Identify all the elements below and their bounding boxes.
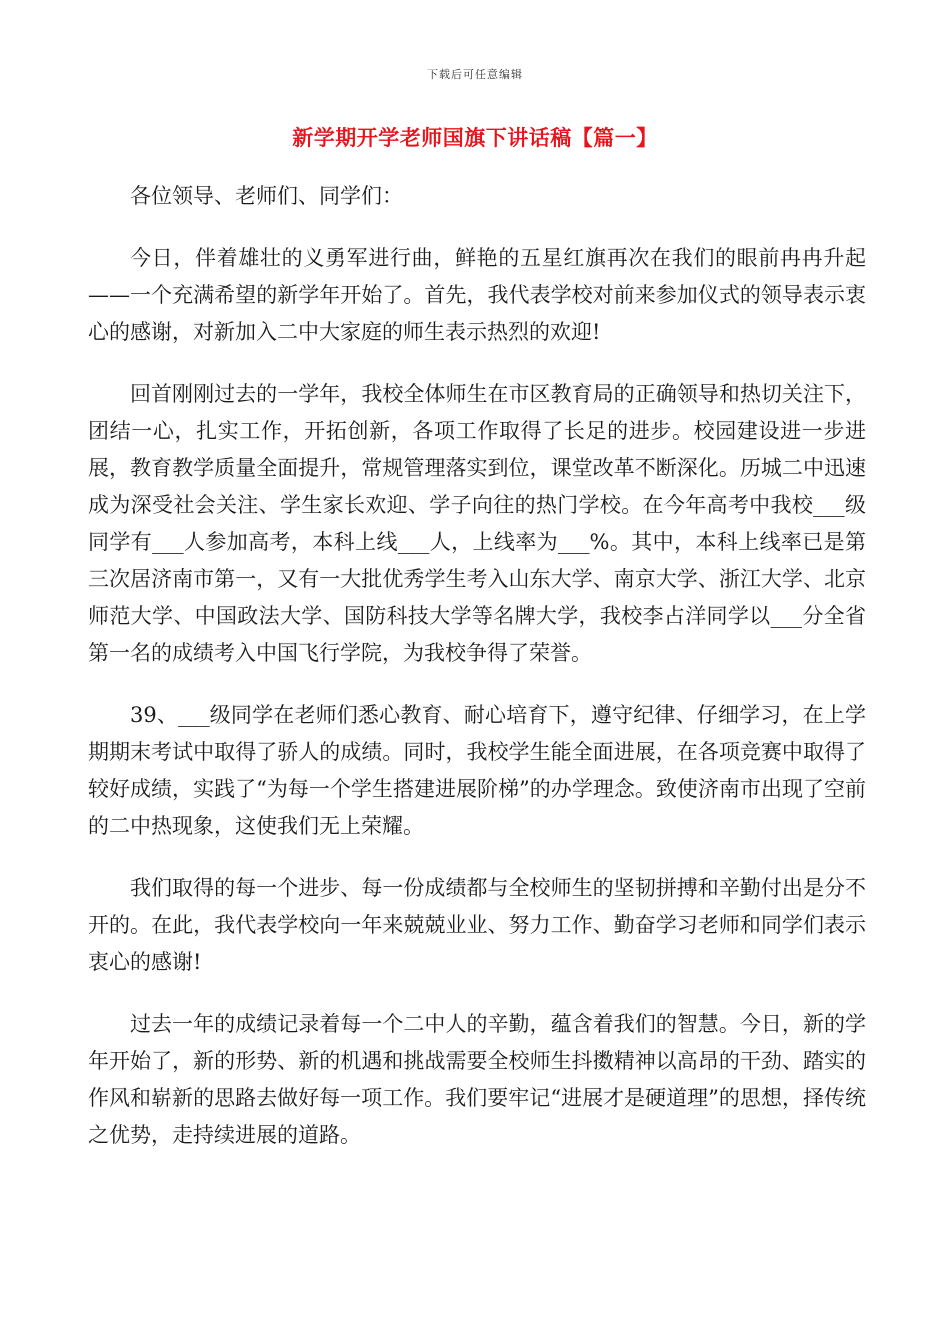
salutation: 各位领导、老师们、同学们：: [130, 184, 403, 208]
document-body: [88, 178, 866, 1179]
header-note: 下载后可任意编辑: [427, 68, 523, 81]
paragraph-4: 我们取得的每一个进步、每一份成绩都与全校师生的坚韧拼搏和辛勤付出是分不开的。在此，我代表学校向一年来兢兢业业、努力工作、勤奋学习老师和同学们表示衷心的感谢!: [88, 876, 866, 974]
paragraph-3: 39、___级同学在老师们悉心教育、耐心培育下，遵守纪律、仔细学习，在上学期期末考试中取得了骄人的成绩。同时，我校学生能全面进展，在各项竞赛中取得了较好成绩，实践了“为每一个学生搭建进展阶梯”的办学理念。致使济南市出现了空前的二中热现象，这使我们无上荣耀。: [88, 703, 866, 838]
document-title: 新学期开学老师国旗下讲话稿【篇一】: [292, 125, 658, 150]
paragraph-1: 今日，伴着雄壮的义勇军进行曲，鲜艳的五星红旗再次在我们的眼前冉冉升起——一个充满希望的新学年开始了。首先，我代表学校对前来参加仪式的领导表示衷心的感谢，对新加入二中大家庭的师生表示热烈的欢迎!: [88, 246, 866, 344]
paragraph-2: 回首刚刚过去的一学年，我校全体师生在市区教育局的正确领导和热切关注下，团结一心，扎实工作，开拓创新，各项工作取得了长足的进步。校园建设进一步进展，教育教学质量全面提升，常规管理落实到位，课堂改革不断深化。历城二中迅速成为深受社会关注、学生家长欢迎、学子向往的热门学校。在今年高考中我校___级同学有___人参加高考，本科上线___人，上线率为___%。其中，本科上线率已是第三次居济南市第一，又有一大批优秀学生考入山东大学、南京大学、浙江大学、北京师范大学、中国政法大学、国防科技大学等名牌大学，我校李占洋同学以___分全省第一名的成绩考入中国飞行学院，为我校争得了荣誉。: [88, 382, 866, 665]
paragraph-5: 过去一年的成绩记录着每一个二中人的辛勤，蕴含着我们的智慧。今日，新的学年开始了，新的形势、新的机遇和挑战需要全校师生抖擞精神以高昂的干劲、踏实的作风和崭新的思路去做好每一项工作。我们要牢记“进展才是硬道理”的思想，择传统之优势，走持续进展的道路。: [88, 1012, 866, 1147]
